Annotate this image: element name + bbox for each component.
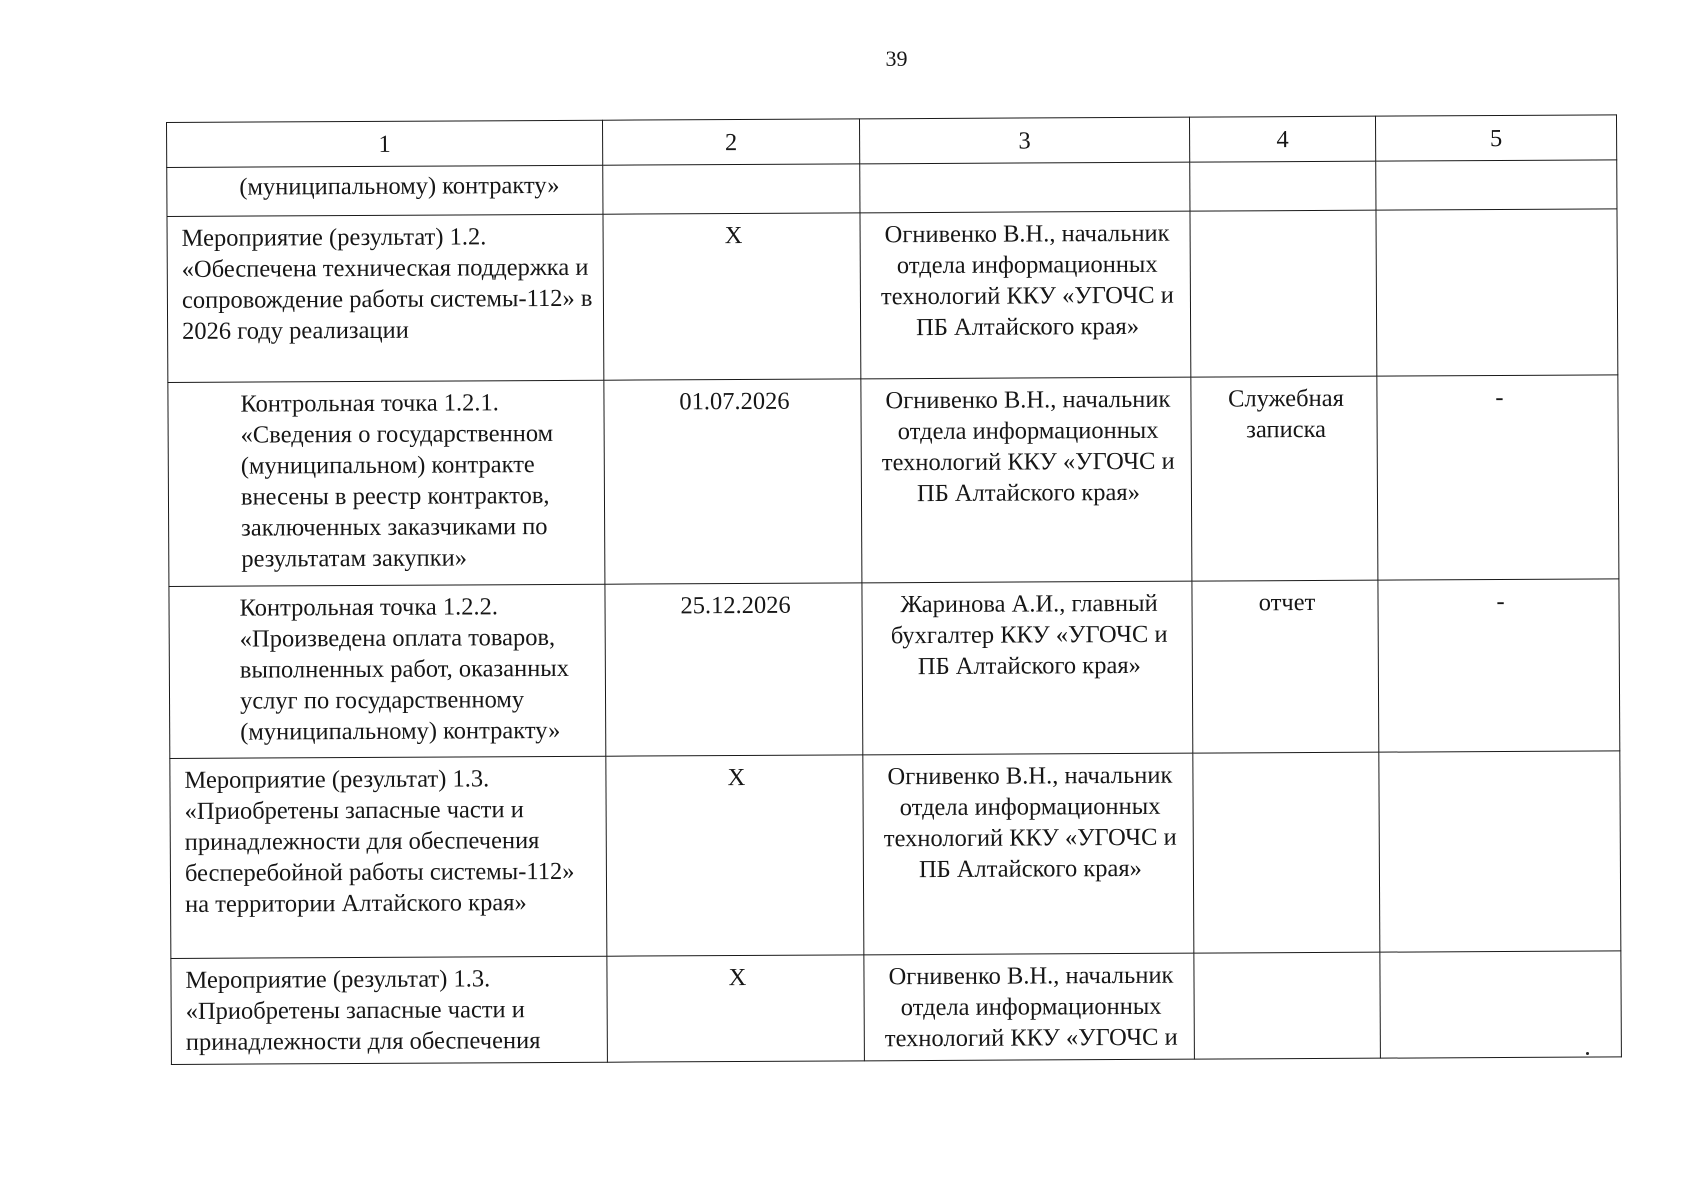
table-row xyxy=(169,579,1620,759)
row-document-cell: Служебная записка xyxy=(1191,376,1378,581)
row-document-cell xyxy=(1190,210,1377,377)
column-header-2: 2 xyxy=(602,119,859,165)
row-title-cell: Контрольная точка 1.2.2. «Произведена оплата товаров, выполненных работ, оказанных услуг по государственному (муниципальному) контракту» xyxy=(169,584,606,758)
row-note-cell xyxy=(1376,209,1618,376)
column-header-5: 5 xyxy=(1375,115,1616,161)
table-row xyxy=(167,209,1618,383)
column-header-1: 1 xyxy=(167,120,603,167)
row-responsible-cell: Огнивенко В.Н., начальник отдела информационных технологий ККУ «УГОЧС и ПБ Алтайского края» xyxy=(861,377,1192,583)
row-note-cell xyxy=(1376,160,1617,210)
row-title-cell: Мероприятие (результат) 1.2. «Обеспечена техническая поддержка и сопровождение работы системы-112» в 2026 году реализации xyxy=(167,214,604,382)
column-header-3: 3 xyxy=(859,117,1189,164)
column-header-4: 4 xyxy=(1189,116,1375,162)
table-row xyxy=(167,160,1617,217)
row-document-cell xyxy=(1194,952,1381,1059)
row-title-cell: Контрольная точка 1.2.1. «Сведения о государственном (муниципальном) контракте внесены в реестр контрактов, заключенных заказчиками по результатам закупки» xyxy=(168,380,605,586)
row-note-cell: - xyxy=(1377,375,1619,580)
row-document-cell xyxy=(1193,752,1380,953)
row-date-cell xyxy=(603,164,860,214)
scan-speck xyxy=(1586,1052,1589,1055)
row-date-cell: Х xyxy=(603,213,861,380)
row-title-cell: (муниципальному) контракту» xyxy=(167,165,603,216)
row-title-cell: Мероприятие (результат) 1.3. «Приобретены запасные части и принадлежности для обеспечения бесперебойной работы системы-112» на территории Алтайского края» xyxy=(170,756,607,958)
row-document-cell xyxy=(1190,161,1376,211)
row-note-cell xyxy=(1380,951,1622,1058)
row-date-cell: Х xyxy=(607,955,865,1062)
row-document-cell: отчет xyxy=(1192,580,1379,753)
row-responsible-cell: Огнивенко В.Н., начальник отдела информационных технологий ККУ «УГОЧС и ПБ Алтайского края» xyxy=(863,753,1194,955)
events-table xyxy=(166,114,1622,1065)
table-row xyxy=(171,951,1622,1065)
table-header-row xyxy=(167,115,1617,168)
row-date-cell: 25.12.2026 xyxy=(605,583,863,756)
page-number: 39 xyxy=(885,46,908,71)
row-responsible-cell: Жаринова А.И., главный бухгалтер ККУ «УГОЧС и ПБ Алтайского края» xyxy=(862,581,1193,755)
row-note-cell: - xyxy=(1378,579,1620,752)
row-date-cell: 01.07.2026 xyxy=(604,379,862,584)
row-responsible-cell: Огнивенко В.Н., начальник отдела информационных технологий ККУ «УГОЧС и ПБ Алтайского края» xyxy=(860,211,1191,379)
row-note-cell xyxy=(1379,751,1621,952)
table-row xyxy=(168,375,1619,587)
table-row xyxy=(170,751,1621,959)
row-responsible-cell xyxy=(860,162,1190,213)
row-date-cell: Х xyxy=(606,755,864,956)
row-responsible-cell: Огнивенко В.Н., начальник отдела информационных технологий ККУ «УГОЧС и xyxy=(864,953,1195,1061)
row-title-cell: Мероприятие (результат) 1.3. «Приобретены запасные части и принадлежности для обеспечения xyxy=(171,956,608,1064)
